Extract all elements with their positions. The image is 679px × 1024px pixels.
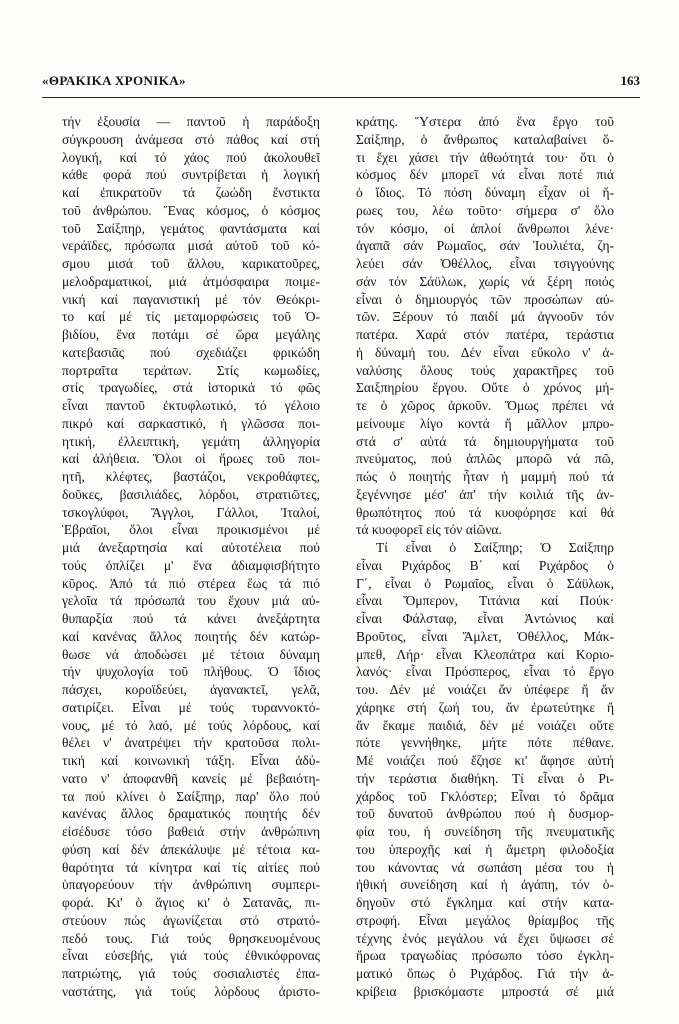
header-rule	[42, 97, 640, 98]
text-line: θέλει ν' ἀνατρέψει τήν κρατοῦσα πολι-	[62, 735, 320, 751]
text-line: κανένας ἄλλος δραματικός ποιητής δέν	[62, 806, 320, 822]
text-line: εἶναι Φάλσταφ, εἶναι Ἀντώνιος καί	[356, 611, 614, 626]
text-line: ματικό ὅπως ὁ Ριχάρδος. Γιά τήν ἀ-	[356, 966, 614, 981]
text-line: του κάνοντας νά σωπάση μέσα του ἡ	[356, 859, 614, 875]
left-text-column	[62, 113, 320, 1003]
text-line: πατριώτης, γιά τούς σοσιαλιστές ἐπα-	[62, 966, 320, 981]
text-line: θυπαρξία πού τά κάνει ἀνεξάρτητα	[62, 611, 320, 626]
text-line: στίς τραγωδίες, στά ἱστορικά τό φῶς	[62, 380, 320, 396]
text-line: μείνουμε λίγο κοντά ἤ μᾶλλον μπρο-	[356, 415, 614, 431]
text-line: εἶναι Ριχάρδος Β΄ καί Ριχάρδος ὁ	[356, 557, 614, 573]
text-line: ἀγαπᾶ σάν Ρωμαῖος, σάν Ἰουλιέτα, ζη-	[356, 238, 614, 254]
text-line: ναστάτης, γιά τούς λόρδους ἀριστο-	[62, 983, 320, 999]
text-line: Τί εἶναι ὁ Σαίξπηρ; Ὁ Σαίξπηρ	[376, 540, 614, 555]
text-line: κῦρος. Ἀπό τά πιό στέρεα ἕως τά πιό	[62, 575, 320, 591]
text-line: καί κανένας ἄλλος ποιητής δέν κατώρ-	[62, 628, 320, 644]
text-line: θρωπότητος πού τά κυοφόρησε καί θά	[356, 504, 614, 520]
text-line: Γ΄, εἶναι ὁ Ρωμαῖος, εἶναι ὁ Σάϋλωκ,	[356, 575, 614, 591]
text-line: γελοῖα τά πρόσωπά του ἔχουν μιά αὐ-	[62, 593, 320, 609]
text-line: του. Δέν μέ νοιάζει ἄν ὑπέφερε ἤ ἄν	[356, 682, 614, 697]
right-text-column	[356, 113, 614, 1003]
text-line: θωσε νά ἀποδώσει μέ τέτοια δύναμη	[62, 646, 320, 662]
text-line: πάσχει, κοροϊδεύει, ἀγανακτεῖ, γελᾶ,	[62, 682, 320, 697]
text-line: ἥρωα τραγωδίας πρόσωπο τόσο ἐγκλη-	[356, 948, 614, 964]
text-line: νική καί παγανιστική μέ τόν Θεόκρι-	[62, 291, 320, 307]
running-title: «ΘΡΑΚΙΚΑ ΧΡΟΝΙΚΑ»	[42, 73, 186, 88]
text-line: νεράϊδες, πρόσωπα μισά αὐτοῦ τοῦ κό-	[62, 238, 320, 254]
text-line: τήν ψυχολογία τοῦ πλήθους. Ὁ ἴδιος	[62, 664, 320, 680]
text-line: τική καί κοινωνική τάξη. Εἶναι ἀδύ-	[62, 753, 320, 768]
text-line: κατεβασιᾶς πού σχεδιάζει φρικώδη	[62, 344, 320, 360]
text-line: πνεύματος, πού ἁπλῶς μπορῶ νά πῶ,	[356, 451, 614, 467]
text-line: τά κυοφορεῖ εἰς τόν αἰῶνα.	[356, 522, 502, 538]
text-line: εἶναι Ὄμπερον, Τιτάνια καί Πούκ·	[356, 593, 614, 609]
text-line: στροφή. Εἶναι μεγάλος θρίαμβος τῆς	[356, 912, 614, 928]
text-line: καί ἀλήθεια. Ὅλοι οἱ ἥρωες τοῦ ποι-	[62, 451, 320, 467]
page-number: 163	[620, 73, 640, 88]
text-line: τι ἔχει χάσει τήν ἀθωότητά του· ὅτι ὁ	[356, 149, 614, 165]
text-line: χάρηκε στή ζωή του, ἄν ἐρωτεύτηκε ἤ	[356, 699, 614, 715]
text-line: ἠθική συνείδηση καί ἡ ἀγάπη, τόν ὁ-	[356, 877, 614, 893]
text-line: ρωες του, λέω τοῦτο· σήμερα σ' ὅλο	[356, 202, 614, 218]
text-line: πορτραῖτα τεράτων. Στίς κωμωδίες,	[62, 362, 320, 378]
text-line: τήν τεράστια διαθήκη. Τί εἶναι ὁ Ρι-	[356, 770, 614, 786]
text-line: τσκογλύφοι, Ἄγγλοι, Γάλλοι, Ἰταλοί,	[62, 504, 320, 520]
text-line: μιά ἀνεξαρτησία καί αὐτοτέλεια πού	[62, 540, 320, 555]
text-line: Σαίξπηρ, ὁ ἄνθρωπος καταλαβαίνει ὅ-	[356, 131, 614, 147]
text-line: χάρδος τοῦ Γκλόστερ; Εἶναι τό δρᾶμα	[356, 788, 614, 804]
text-line: κόσμος δέν μπορεῖ νά εἶναι ποτέ πιά	[356, 167, 614, 183]
text-line: του ὑπεροχῆς καί ἡ ἄμετρη φιλοδοξία	[356, 841, 614, 857]
text-line: πότε γεννήθηκε, μήτε πότε πέθανε.	[356, 735, 614, 751]
text-line: νατο ν' ἀποφανθῆ κανείς μέ βεβαιότη-	[62, 770, 320, 786]
text-line: πικρό καί σαρκαστικό, ἡ γλῶσσα ποι-	[62, 415, 320, 431]
text-line: πατέρα. Χαρά στόν πατέρα, τεράστια	[356, 327, 614, 342]
text-line: δηγοῦν στό ἔγκλημα καί στήν κατα-	[356, 895, 614, 910]
text-line: στεύουν πώς ἀγωνίζεται στό στρατό-	[62, 912, 320, 928]
text-line: τέχνης ἑνός μεγάλου νά ἔχει ὕψωσει σέ	[356, 930, 614, 946]
text-line: πεδό τους. Γιά τούς θρησκευομένους	[62, 930, 320, 946]
text-line: τήν ἐξουσία — παντοῦ ἡ παράδοξη	[62, 114, 320, 129]
text-line: το καί μέ τίς μεταμορφώσεις τοῦ Ὀ-	[62, 309, 320, 325]
text-line: τοῦ δυνατοῦ ἀνθρώπου πού ἡ δυσμορ-	[356, 806, 614, 822]
text-line: τοῦ Σαίξπηρ, γεμάτος φαντάσματα καί	[62, 220, 320, 236]
text-line: σμου μισά τοῦ ἄλλου, καρικατοῦρες,	[62, 256, 320, 271]
text-line: εἶναι παντοῦ ἐκτυφλωτικό, τό γέλοιο	[62, 398, 320, 413]
text-line: καί ἐπικρατοῦν τά ζωώδη ἔνστικτα	[62, 185, 320, 200]
text-line: μελοδραματικοί, μιά ἀτμόσφαιρα ποιμε-	[62, 273, 320, 289]
text-line: Ἑβραῖοι, ὅλοι εἶναι προικισμένοι μέ	[62, 522, 320, 538]
text-line: τοῦ ἀνθρώπου. Ἕνας κόσμος, ὁ κόσμος	[62, 202, 320, 218]
text-line: σύγκρουση ἀνάμεσα στό πάθος καί στή	[62, 131, 320, 147]
text-line: σατιρίζει. Εἶναι μέ τούς τυραννοκτό-	[62, 699, 320, 715]
text-line: ξεγέννησε μέσ' ἀπ' τήν κοιλιά τῆς ἀν-	[356, 486, 614, 502]
text-line: δοῦκες, βασιλιάδες, λόρδοι, στρατιῶτες,	[62, 486, 320, 502]
text-line: στά σ' αὐτά τά δημιουργήματα τοῦ	[356, 433, 614, 449]
text-line: τε ὁ χῶρος ἀρκοῦν. Ὅμως πρέπει νά	[356, 398, 614, 413]
text-line: πώς ὁ ποιητής ἦταν ἡ μαμμή πού τά	[356, 469, 614, 484]
text-line: κάθε φορά πού συντρίβεται ἡ λογική	[62, 167, 320, 183]
text-line: τα πού κλίνει ὁ Σαίξπηρ, παρ' ὅλο πού	[62, 788, 320, 804]
text-line: τῶν. Ξέρουν τό παιδί μά ἀγνοοῦν τόν	[356, 309, 614, 325]
text-line: ναλύσης ὅλους τούς χαρακτῆρες τοῦ	[356, 362, 614, 378]
text-line: τούς ὁπλίζει μ' ἕνα ἀδιαμφισβήτητο	[62, 557, 320, 573]
text-line: ἡ δύναμή του. Δέν εἶναι εὔκολο ν' ἀ-	[356, 344, 614, 360]
text-line: ὁ ἴδιος. Τό πόση δύναμη εἶχαν οἱ ἥ-	[356, 185, 614, 200]
text-line: εἶναι εὐσεβής, γιά τούς ἐθνικόφρονας	[62, 948, 320, 964]
text-line: ὑπαγορεύουν τήν ἀνθρώπινη συμπερι-	[62, 877, 320, 893]
text-line: εἰσέδυσε τόσο βαθειά στήν ἀνθρώπινη	[62, 824, 320, 839]
text-line: νους, μέ τό λαό, μέ τούς λόρδους, καί	[62, 717, 320, 733]
text-line: κρίβεια βρισκόμαστε μπροστά σέ μιά	[356, 983, 614, 999]
text-line: λανός· εἶναι Πρόσπερος, εἶναι τό ἔργο	[356, 664, 614, 680]
text-line: μπεθ, Λήρ· εἶναι Κλεοπάτρα καί Κοριο-	[356, 646, 614, 662]
text-line: φορά. Κι' ὁ ἅγιος κι' ὁ Σατανᾶς, πι-	[62, 895, 320, 910]
text-line: Σαιξπηρίου ἔργου. Οὔτε ὁ χρόνος μή-	[356, 380, 614, 396]
text-line: εἶναι ὁ δημιουργός τῶν προσώπων αὐ-	[356, 291, 614, 307]
text-line: Βροῦτος, εἶναι Ἄμλετ, Ὀθέλλος, Μάκ-	[356, 628, 614, 644]
text-line: σάν τόν Σάϋλωκ, χωρίς νά ξέρη ποιός	[356, 273, 614, 289]
text-line: βιδίου, ἕνα ποτάμι σέ ὥρα μεγάλης	[62, 327, 320, 342]
text-line: λεύει σάν Ὀθέλλος, εἶναι τσιγγούνης	[356, 256, 614, 271]
text-line: ἄν ἔκαμε παιδιά, δέν μέ νοιάζει οὔτε	[356, 717, 614, 733]
text-line: φύση καί δέν ἀπεκάλυψε μέ τέτοια κα-	[62, 841, 320, 857]
text-line: ητική, ἐλλειπτική, γεμάτη ἀλληγορία	[62, 433, 320, 449]
text-line: θαρότητα τά κίνητρα καί τίς αἰτίες πού	[62, 859, 320, 875]
text-line: λογική, καί τό χάος πού ἀκολουθεῖ	[62, 149, 320, 165]
text-line: κράτης. Ὕστερα ἀπό ἕνα ἔργο τοῦ	[356, 114, 614, 129]
text-line: τόν κόσμο, οἱ ἁπλοί ἄνθρωποι λένε·	[356, 220, 614, 236]
text-line: φία του, ἡ συνείδηση τῆς πνευματικῆς	[356, 824, 614, 839]
text-line: ητῆ, κλέφτες, βαστάζοι, νεκροθάφτες,	[62, 469, 320, 484]
text-line: Μέ νοιάζει πού ἔζησε κι' ἄφησε αὐτή	[356, 753, 614, 768]
